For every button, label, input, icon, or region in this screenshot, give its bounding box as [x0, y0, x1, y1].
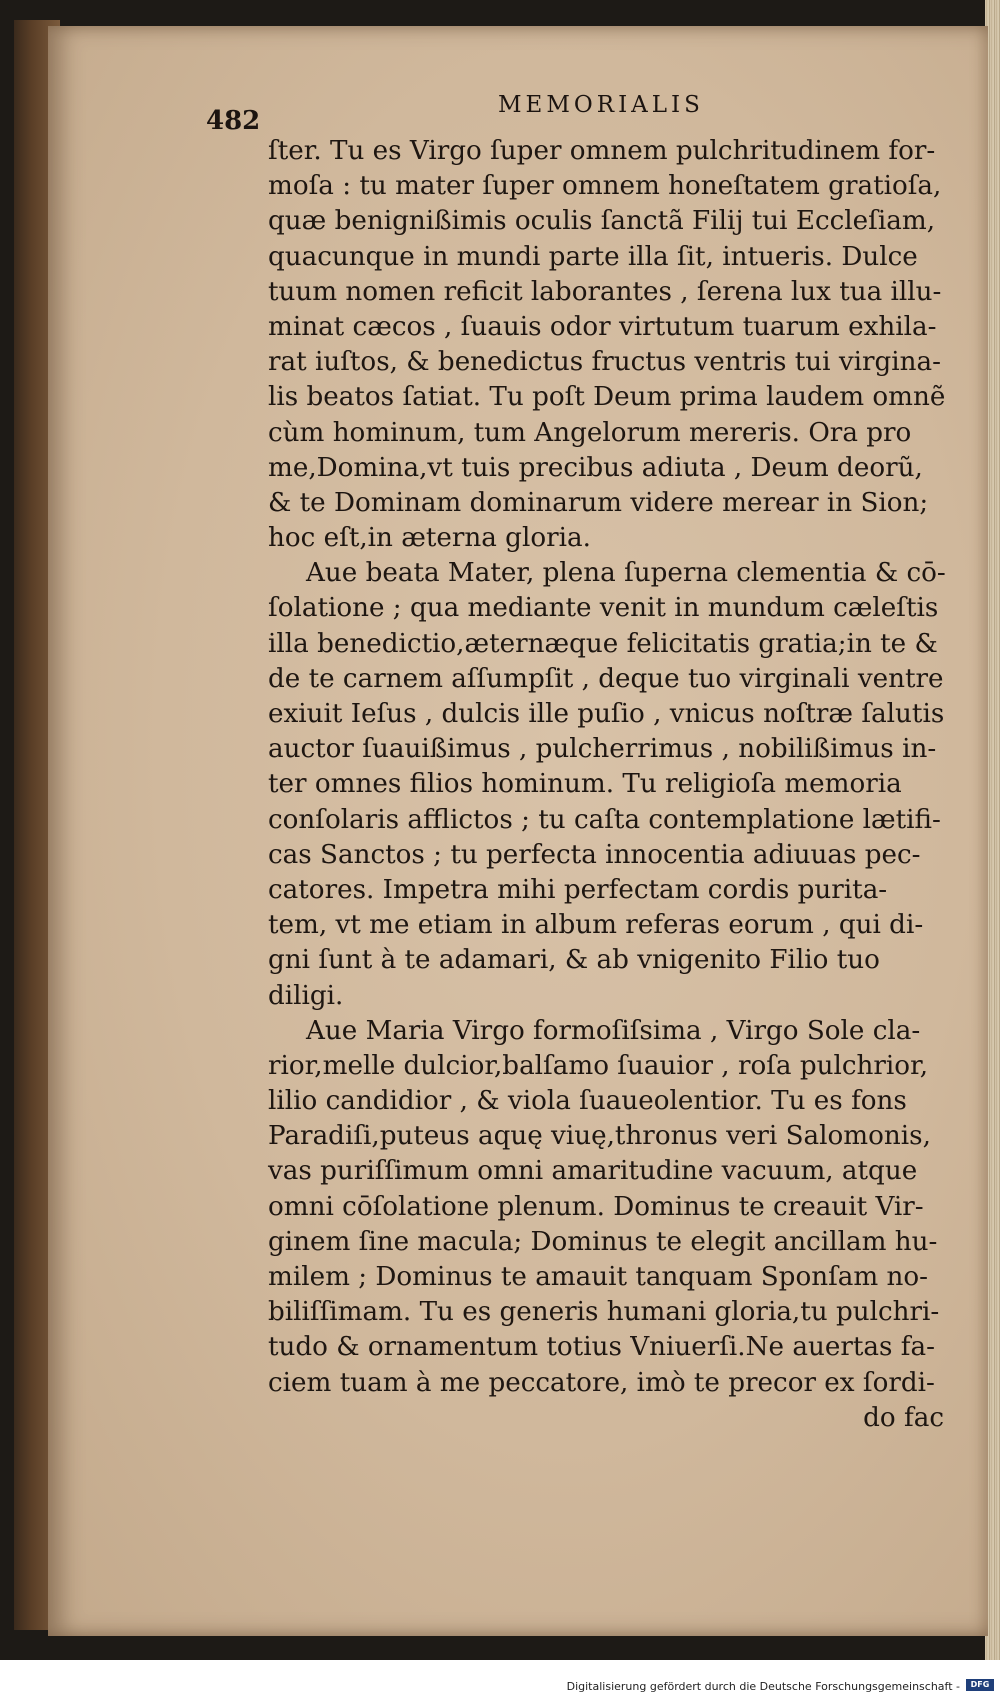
text-line: exiuit Ieſus , dulcis ille puſio , vnicus noſtræ ſalutis [268, 699, 945, 729]
text-line: tuum nomen reficit laborantes , ſerena lux tua illu- [268, 276, 942, 307]
running-title: MEMORIALIS [498, 92, 704, 118]
text-line: cas Sanctos ; tu perfecta innocentia adiuuas pec- [268, 839, 921, 870]
text-line: illa benedictio,æternæque felicitatis gratia;in te & [268, 628, 938, 659]
text-line: tem, vt me etiam in album referas eorum , qui di- [268, 910, 924, 941]
text-line: biliſſimam. Tu es generis humani gloria,tu pulchri- [268, 1297, 940, 1328]
text-line: quacunque in mundi parte illa ſit, intueris. Dulce [268, 241, 918, 272]
text-line: quæ benignißimis oculis ſanctã Filij tui Eccleſiam, [268, 206, 936, 237]
paragraph-start-line: Aue beata Mater, plena ſuperna clementia & cō- [306, 558, 946, 589]
text-line: cùm hominum, tum Angelorum mereris. Ora pro [268, 417, 912, 448]
body-text [268, 134, 958, 1436]
catchword: do fac [863, 1402, 944, 1433]
text-line: ginem ſine macula; Dominus te elegit ancillam hu- [268, 1226, 938, 1257]
text-line: ſolatione ; qua mediante venit in mundum cæleſtis [268, 593, 939, 624]
text-line: conſolaris afflictos ; tu caſta contemplatione lætifi- [268, 804, 941, 835]
text-line: milem ; Dominus te amauit tanquam Sponſam no- [268, 1262, 929, 1292]
text-line: vas puriſſimum omni amaritudine vacuum, atque [268, 1156, 918, 1187]
text-line: gni ſunt à te adamari, & ab vnigenito Filio tuo [268, 945, 880, 976]
paragraph-start-line: Aue Maria Virgo formoſiſsima , Virgo Sole cla- [306, 1015, 921, 1046]
text-line: hoc eſt,in æterna gloria. [268, 523, 591, 554]
text-line: ſter. Tu es Virgo ſuper omnem pulchritudinem for- [268, 136, 936, 166]
page-number: 482 [206, 106, 261, 136]
text-line: me,Domina,vt tuis precibus adiuta , Deum deorũ, [268, 452, 923, 483]
text-line: rat iuſtos, & benedictus fructus ventris tui virgina- [268, 347, 941, 378]
dfg-logo: DFG [966, 1679, 994, 1691]
text-line: moſa : tu mater ſuper omnem honeſtatem gratioſa, [268, 171, 942, 202]
text-line: tudo & ornamentum totius Vniuerſi.Ne auertas fa- [268, 1332, 935, 1363]
text-line: & te Dominam dominarum videre merear in Sion; [268, 487, 929, 518]
text-line: lilio candidior , & viola ſuaueolentior. Tu es fons [268, 1086, 907, 1117]
text-line: auctor ſuauißimus , pulcherrimus , nobilißimus in- [268, 734, 937, 765]
text-line: catores. Impetra mihi perfectam cordis purita- [268, 874, 888, 905]
text-line: rior,melle dulcior,balſamo ſuauior , roſa pulchrior, [268, 1050, 929, 1081]
text-line: Paradiſi,puteus aquę viuę,thronus veri Salomonis, [268, 1121, 931, 1152]
text-line: minat cæcos , ſuauis odor virtutum tuarum exhila- [268, 311, 937, 342]
text-line: lis beatos ſatiat. Tu poſt Deum prima laudem omnẽ [268, 382, 946, 413]
footer-credit: Digitalisierung gefördert durch die Deutsche Forschungsgemeinschaft - [566, 1680, 960, 1693]
text-line: de te carnem aſſumpſit , deque tuo virginali ventre [268, 663, 944, 694]
text-line: omni cōſolatione plenum. Dominus te creauit Vir- [268, 1191, 924, 1222]
text-line: ciem tuam à me peccatore, imò te precor ex ſordi- [268, 1367, 935, 1398]
text-line: diligi. [268, 980, 344, 1011]
text-line: ter omnes filios hominum. Tu religioſa memoria [268, 769, 902, 800]
